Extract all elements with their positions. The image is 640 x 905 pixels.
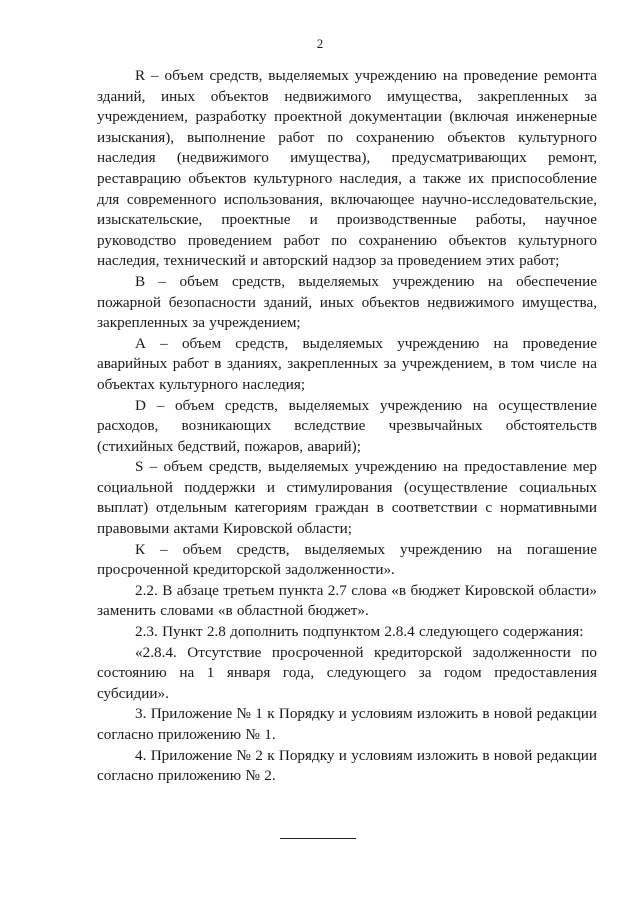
paragraph-item-3: 3. Приложение № 1 к Порядку и условиям изложить в новой редакции согласно приложению № 1. bbox=[97, 705, 597, 743]
paragraph-r-repair-funds: R – объем средств, выделяемых учреждению на проведение ремонта зданий, иных объектов недвижимого имущества, закрепленных за учреждением, разработку проектной документации (включая инженерные изыскания), выполнение работ по сохранению объектов культурного наследия (недвижимого имущества), предусматривающих ремонт, реставрацию объектов культурного наследия, а также их приспособление для современного использования, включающее научно-исследовательские, изыскательские, проектные и производственные работы, научное руководство проведением работ по сохранению объектов культурного наследия, технический и авторский надзор за проведением этих работ; bbox=[97, 67, 597, 270]
paragraph-item-4: 4. Приложение № 2 к Порядку и условиям изложить в новой редакции согласно приложению № 2. bbox=[97, 746, 597, 785]
closing-divider bbox=[280, 838, 356, 839]
paragraph-item-2-3: 2.3. Пункт 2.8 дополнить подпунктом 2.8.4 следующего содержания: bbox=[135, 623, 584, 641]
document-body bbox=[97, 66, 597, 787]
paragraph-a-emergency-works-funds: А – объем средств, выделяемых учреждению на проведение аварийных работ в зданиях, закрепленных за учреждением, в том числе на объектах культурного наследия; bbox=[97, 334, 597, 393]
paragraph-subitem-2-8-4: «2.8.4. Отсутствие просроченной кредиторской задолженности по состоянию на 1 января года, следующего за годом предоставления субсидии». bbox=[97, 643, 597, 702]
paragraph-d-emergency-expenses-funds: D – объем средств, выделяемых учреждению на осуществление расходов, возникающих вследствие чрезвычайных обстоятельств (стихийных бедствий, пожаров, аварий); bbox=[97, 396, 597, 455]
page-number: 2 bbox=[316, 36, 324, 51]
paragraph-item-2-2: 2.2. В абзаце третьем пункта 2.7 слова «в бюджет Кировской области» заменить словами «в областной бюджет». bbox=[97, 581, 597, 620]
paragraph-b-fire-safety-funds: В – объем средств, выделяемых учреждению на обеспечение пожарной безопасности зданий, иных объектов недвижимого имущества, закрепленных за учреждением; bbox=[97, 272, 597, 332]
paragraph-k-overdue-debt-funds: К – объем средств, выделяемых учреждению на погашение просроченной кредиторской задолженности». bbox=[97, 540, 597, 579]
paragraph-s-social-support-funds: S – объем средств, выделяемых учреждению на предоставление мер социальной поддержки и стимулирования (осуществление социальных выплат) отдельным категориям граждан в соответствии с нормативными правовыми актами Кировской области; bbox=[97, 458, 597, 538]
